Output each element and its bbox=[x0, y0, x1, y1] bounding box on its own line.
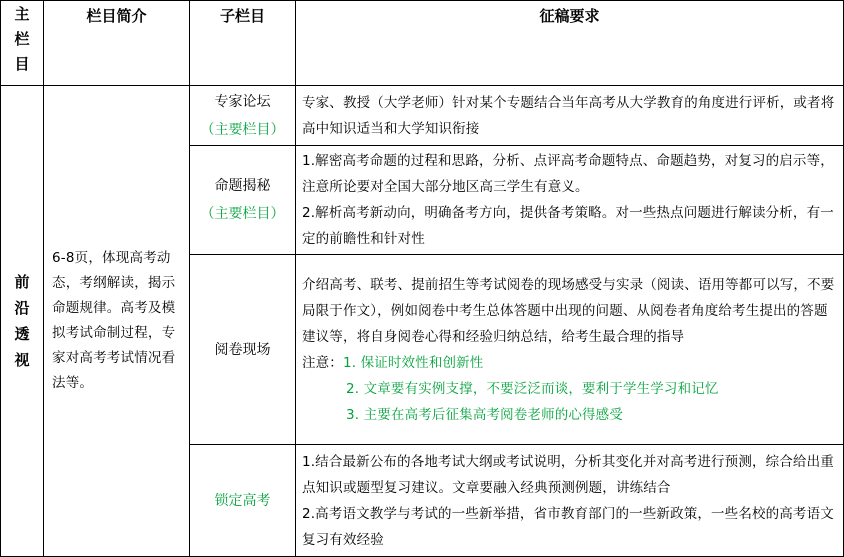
main-tag: （主要栏目） bbox=[200, 121, 285, 138]
req-text: 1.结合最新公布的各地考试大纲或考试说明，分析其变化并对高考进行预测，综合给出重点知识或题型复习建议。文章要融入经典预测例题，讲练结合 bbox=[302, 453, 834, 496]
note-item: 2. 文章要有实例支撑，不要泛泛而谈，要利于学生学习和记忆 bbox=[346, 380, 719, 397]
note-item: 3. 主要在高考后征集高考阅卷老师的心得感受 bbox=[346, 406, 623, 423]
req-lock-exam bbox=[296, 445, 844, 557]
req-text: 2.高考语文教学与考试的一些新举措，省市教育部门的一些新政策，一些名校的高考语文复习有效经验 bbox=[302, 505, 834, 548]
sub-exam-secrets bbox=[190, 146, 296, 255]
req-text: 专家、教授（大学老师）针对某个专题结合当年高考从大学教育的角度进行评析，或者将高中知识适当和大学知识衔接 bbox=[302, 94, 835, 137]
sub-expert-forum bbox=[190, 86, 296, 146]
sub-name: 锁定高考 bbox=[214, 492, 271, 509]
header-intro: 栏目简介 bbox=[44, 1, 190, 86]
req-text: 2.解析高考新动向，明确备考方向，提供备考策略。对一些热点问题进行解读分析，有一定的前瞻性和针对性 bbox=[302, 205, 834, 247]
req-grading-scene bbox=[296, 255, 844, 445]
req-exam-secrets bbox=[296, 146, 844, 255]
intro-cell: 6-8页，体现高考动态，考纲解读，揭示命题规律。高考及模拟考试命制过程，专家对高考考试情况看法等。 bbox=[44, 86, 190, 557]
header-requirements: 征稿要求 bbox=[296, 1, 844, 86]
note-label: 注意： bbox=[302, 354, 343, 371]
sub-name: 专家论坛 bbox=[214, 93, 271, 110]
header-main-column: 主 栏 目 bbox=[1, 1, 44, 86]
main-column-cell: 前 沿 透 视 bbox=[1, 86, 44, 557]
req-text: 介绍高考、联考、提前招生等考试阅卷的现场感受与实录（阅读、语用等都可以写，不要局限于作文），例如阅卷中考生总体答题中出现的问题、从阅卷者角度给考生提出的答题建议等，将自身阅卷心得和经验归纳总结，给考生最合理的指导 bbox=[302, 276, 835, 345]
sub-name: 阅卷现场 bbox=[214, 341, 271, 358]
sub-grading-scene bbox=[190, 255, 296, 445]
sub-lock-exam bbox=[190, 445, 296, 557]
sub-name: 命题揭秘 bbox=[214, 178, 271, 194]
main-tag: （主要栏目） bbox=[200, 206, 285, 222]
header-row bbox=[1, 1, 844, 86]
row-expert-forum bbox=[1, 86, 844, 146]
req-text: 1.解密高考命题的过程和思路，分析、点评高考命题特点、命题趋势，对复习的启示等，注意所论要对全国大部分地区高三学生有意义。 bbox=[302, 153, 834, 195]
req-expert-forum bbox=[296, 86, 844, 146]
note-line bbox=[302, 350, 837, 376]
note-item: 1. 保证时效性和创新性 bbox=[342, 354, 484, 371]
header-sub: 子栏目 bbox=[190, 1, 296, 86]
